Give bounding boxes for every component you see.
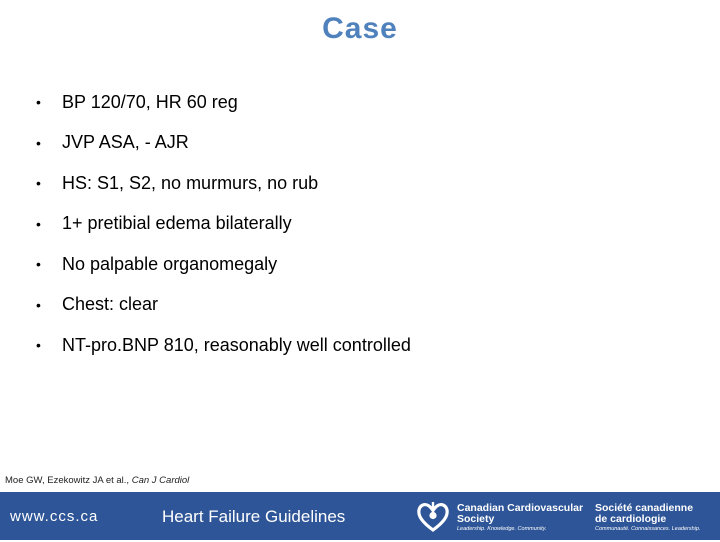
logo-en-line1: Canadian Cardiovascular [457,502,584,514]
bullet-text: BP 120/70, HR 60 reg [62,91,238,112]
logo-en-line2: Society [457,513,495,526]
bullet-text: Chest: clear [62,294,159,315]
heart-logo-icon [416,500,450,534]
citation [5,475,189,486]
logo-en-tagline: Leadership. Knowledge. Community. [457,526,547,533]
bullet-glyph: • [36,94,41,111]
bullet-glyph: • [36,175,41,192]
logo-french [595,503,700,533]
bullet-text: HS: S1, S2, no murmurs, no rub [62,172,319,193]
bullet-text: No palpable organomegaly [62,253,278,274]
bullet-item [36,123,411,164]
bullet-item [36,82,411,123]
bullet-item [36,204,411,245]
bullet-text: JVP ASA, - AJR [62,132,189,153]
logo-english [457,503,583,533]
bullet-list [36,82,411,366]
footer-title: Heart Failure Guidelines [162,507,346,526]
slide-title-text: Case [322,12,398,45]
footer-url[interactable]: www.ccs.ca [10,508,99,525]
logo-fr-tagline: Communauté. Connaissances. Leadership. [595,526,701,533]
bullet-item [36,285,411,326]
logo-fr-line1: Société canadienne [595,502,694,514]
bullet-item [36,325,411,366]
footer-bar [0,492,720,540]
bullet-glyph: • [36,256,41,273]
bullet-text: 1+ pretibial edema bilaterally [62,213,292,234]
bullet-glyph: • [36,215,41,232]
citation-authors: Moe GW, Ezekowitz JA et al., [5,475,132,486]
citation-journal: Can J Cardiol [131,475,190,486]
bullet-item [36,163,411,204]
slide-title [0,12,720,46]
bullet-glyph: • [36,296,41,313]
bullet-glyph: • [36,337,41,354]
bullet-item [36,244,411,285]
bullet-text: NT-pro.BNP 810, reasonably well controlled [62,334,411,355]
logo-fr-line2: de cardiologie [595,513,667,526]
bullet-glyph: • [36,134,41,151]
